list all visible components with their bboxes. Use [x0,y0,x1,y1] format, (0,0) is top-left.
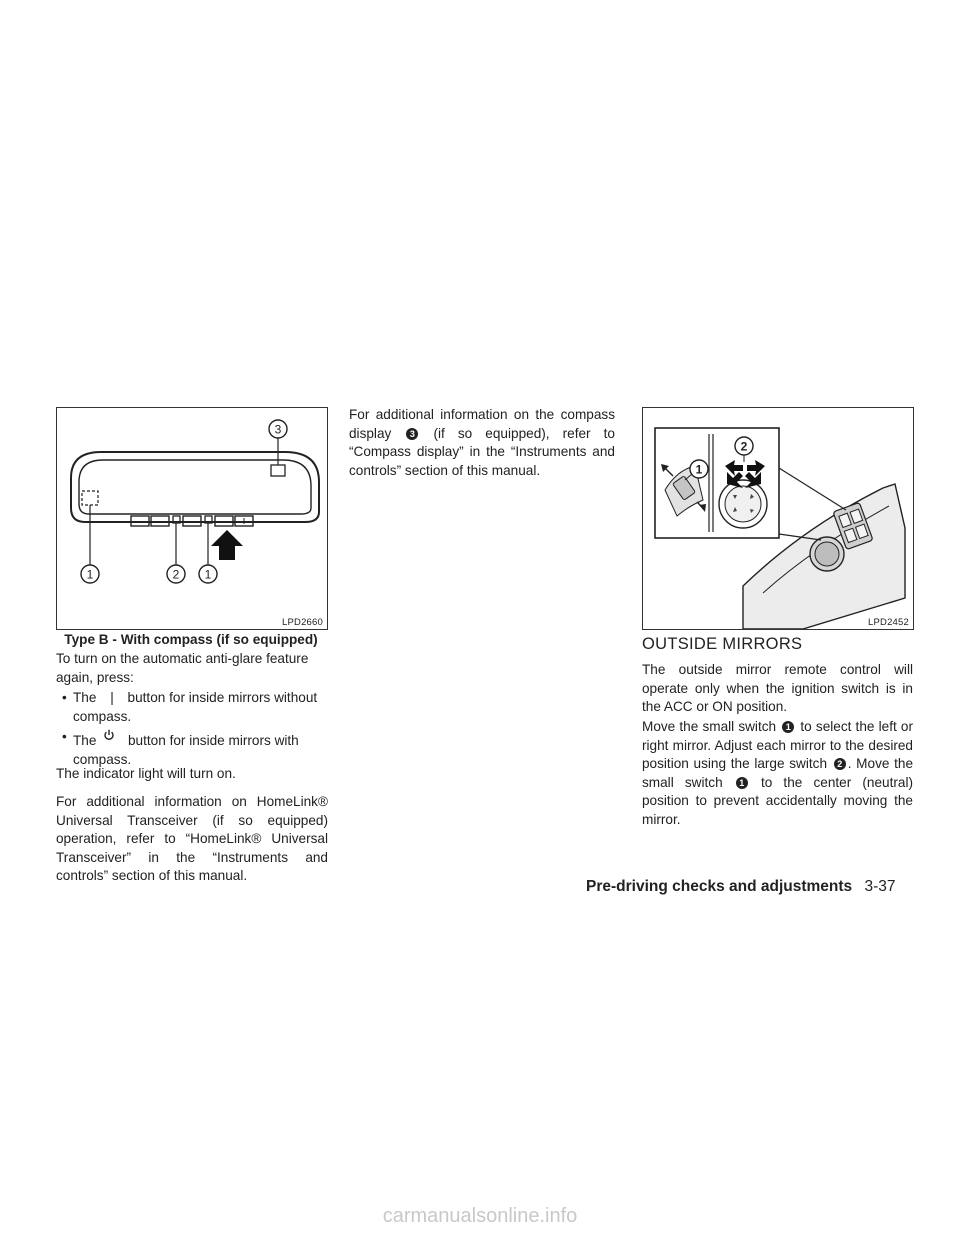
bullet2-pre: The [73,733,97,748]
bullet-without-compass: • The | button for inside mirrors without compass. [62,690,318,724]
callout-3-inline: 3 [406,428,418,440]
compass-text-b: (if so equipped), refer to “Compass display” in the “Instruments and controls” section of this manual. [349,425,615,478]
section-heading-outside-mirrors: OUTSIDE MIRRORS [642,635,803,653]
callout-3: 3 [274,422,282,437]
p2-text-d: to the center (neutral) position to prevent accidentally moving the mirror. [642,774,914,827]
figure-outside-mirror-switch [642,407,914,630]
inside-mirror-illustration [57,408,327,629]
indicator-paragraph: The indicator light will turn on. [56,766,236,781]
callout-2: 2 [172,567,180,582]
callout-1b: 1 [204,567,212,582]
anti-glare-bar-symbol: | [110,690,114,705]
compass-text-a: For additional information on the compass display [349,407,615,441]
callout-1a: 1 [86,567,94,582]
outside-mirror-paragraph-1: The outside mirror remote control will operate only when the ignition switch is in the ACC or ON position. [642,662,913,715]
p2-text-b: to select the left or right mirror. Adjust each mirror to the desired position using the large switch [642,719,913,772]
figure1-caption: Type B - With compass (if so equipped) [64,632,318,647]
callout-1-fig2: 1 [695,462,703,477]
callout-2-inline: 2 [834,758,846,770]
figure-inside-mirror [56,407,328,630]
bullet-with-compass: • The button for inside mirrors with compass. [62,729,299,767]
figure2-code: LPD2452 [867,617,909,628]
outside-mirror-switch-illustration [643,408,913,629]
p2-text-a: Move the small switch [642,719,777,734]
callout-2-fig2: 2 [740,439,748,454]
page-footer [586,878,896,896]
intro-paragraph: To turn on the automatic anti-glare feature again, press: [56,651,309,685]
p2-text-c: . Move the small switch [642,756,914,790]
footer-section-title: Pre-driving checks and adjustments [586,878,853,895]
homelink-paragraph: For additional information on HomeLink® Universal Transceiver (if so equipped) operation, refer to “HomeLink® Universal Transceiver” in the “Instruments and controls” section of this manual. [56,794,328,884]
outside-mirror-paragraph-2 [642,718,913,830]
page-number: 3-37 [864,878,896,895]
watermark-text: carmanualsonline.info [382,1205,578,1227]
callout-1-inline-a: 1 [782,721,794,733]
power-icon [103,728,115,740]
bullet1-post: button for inside mirrors without compass. [73,690,318,724]
callout-1-inline-b: 1 [736,777,748,789]
compass-paragraph [349,406,615,480]
bullet2-post: button for inside mirrors with compass. [73,733,299,767]
figure1-code: LPD2660 [281,617,323,628]
bullet1-pre: The [73,690,97,705]
